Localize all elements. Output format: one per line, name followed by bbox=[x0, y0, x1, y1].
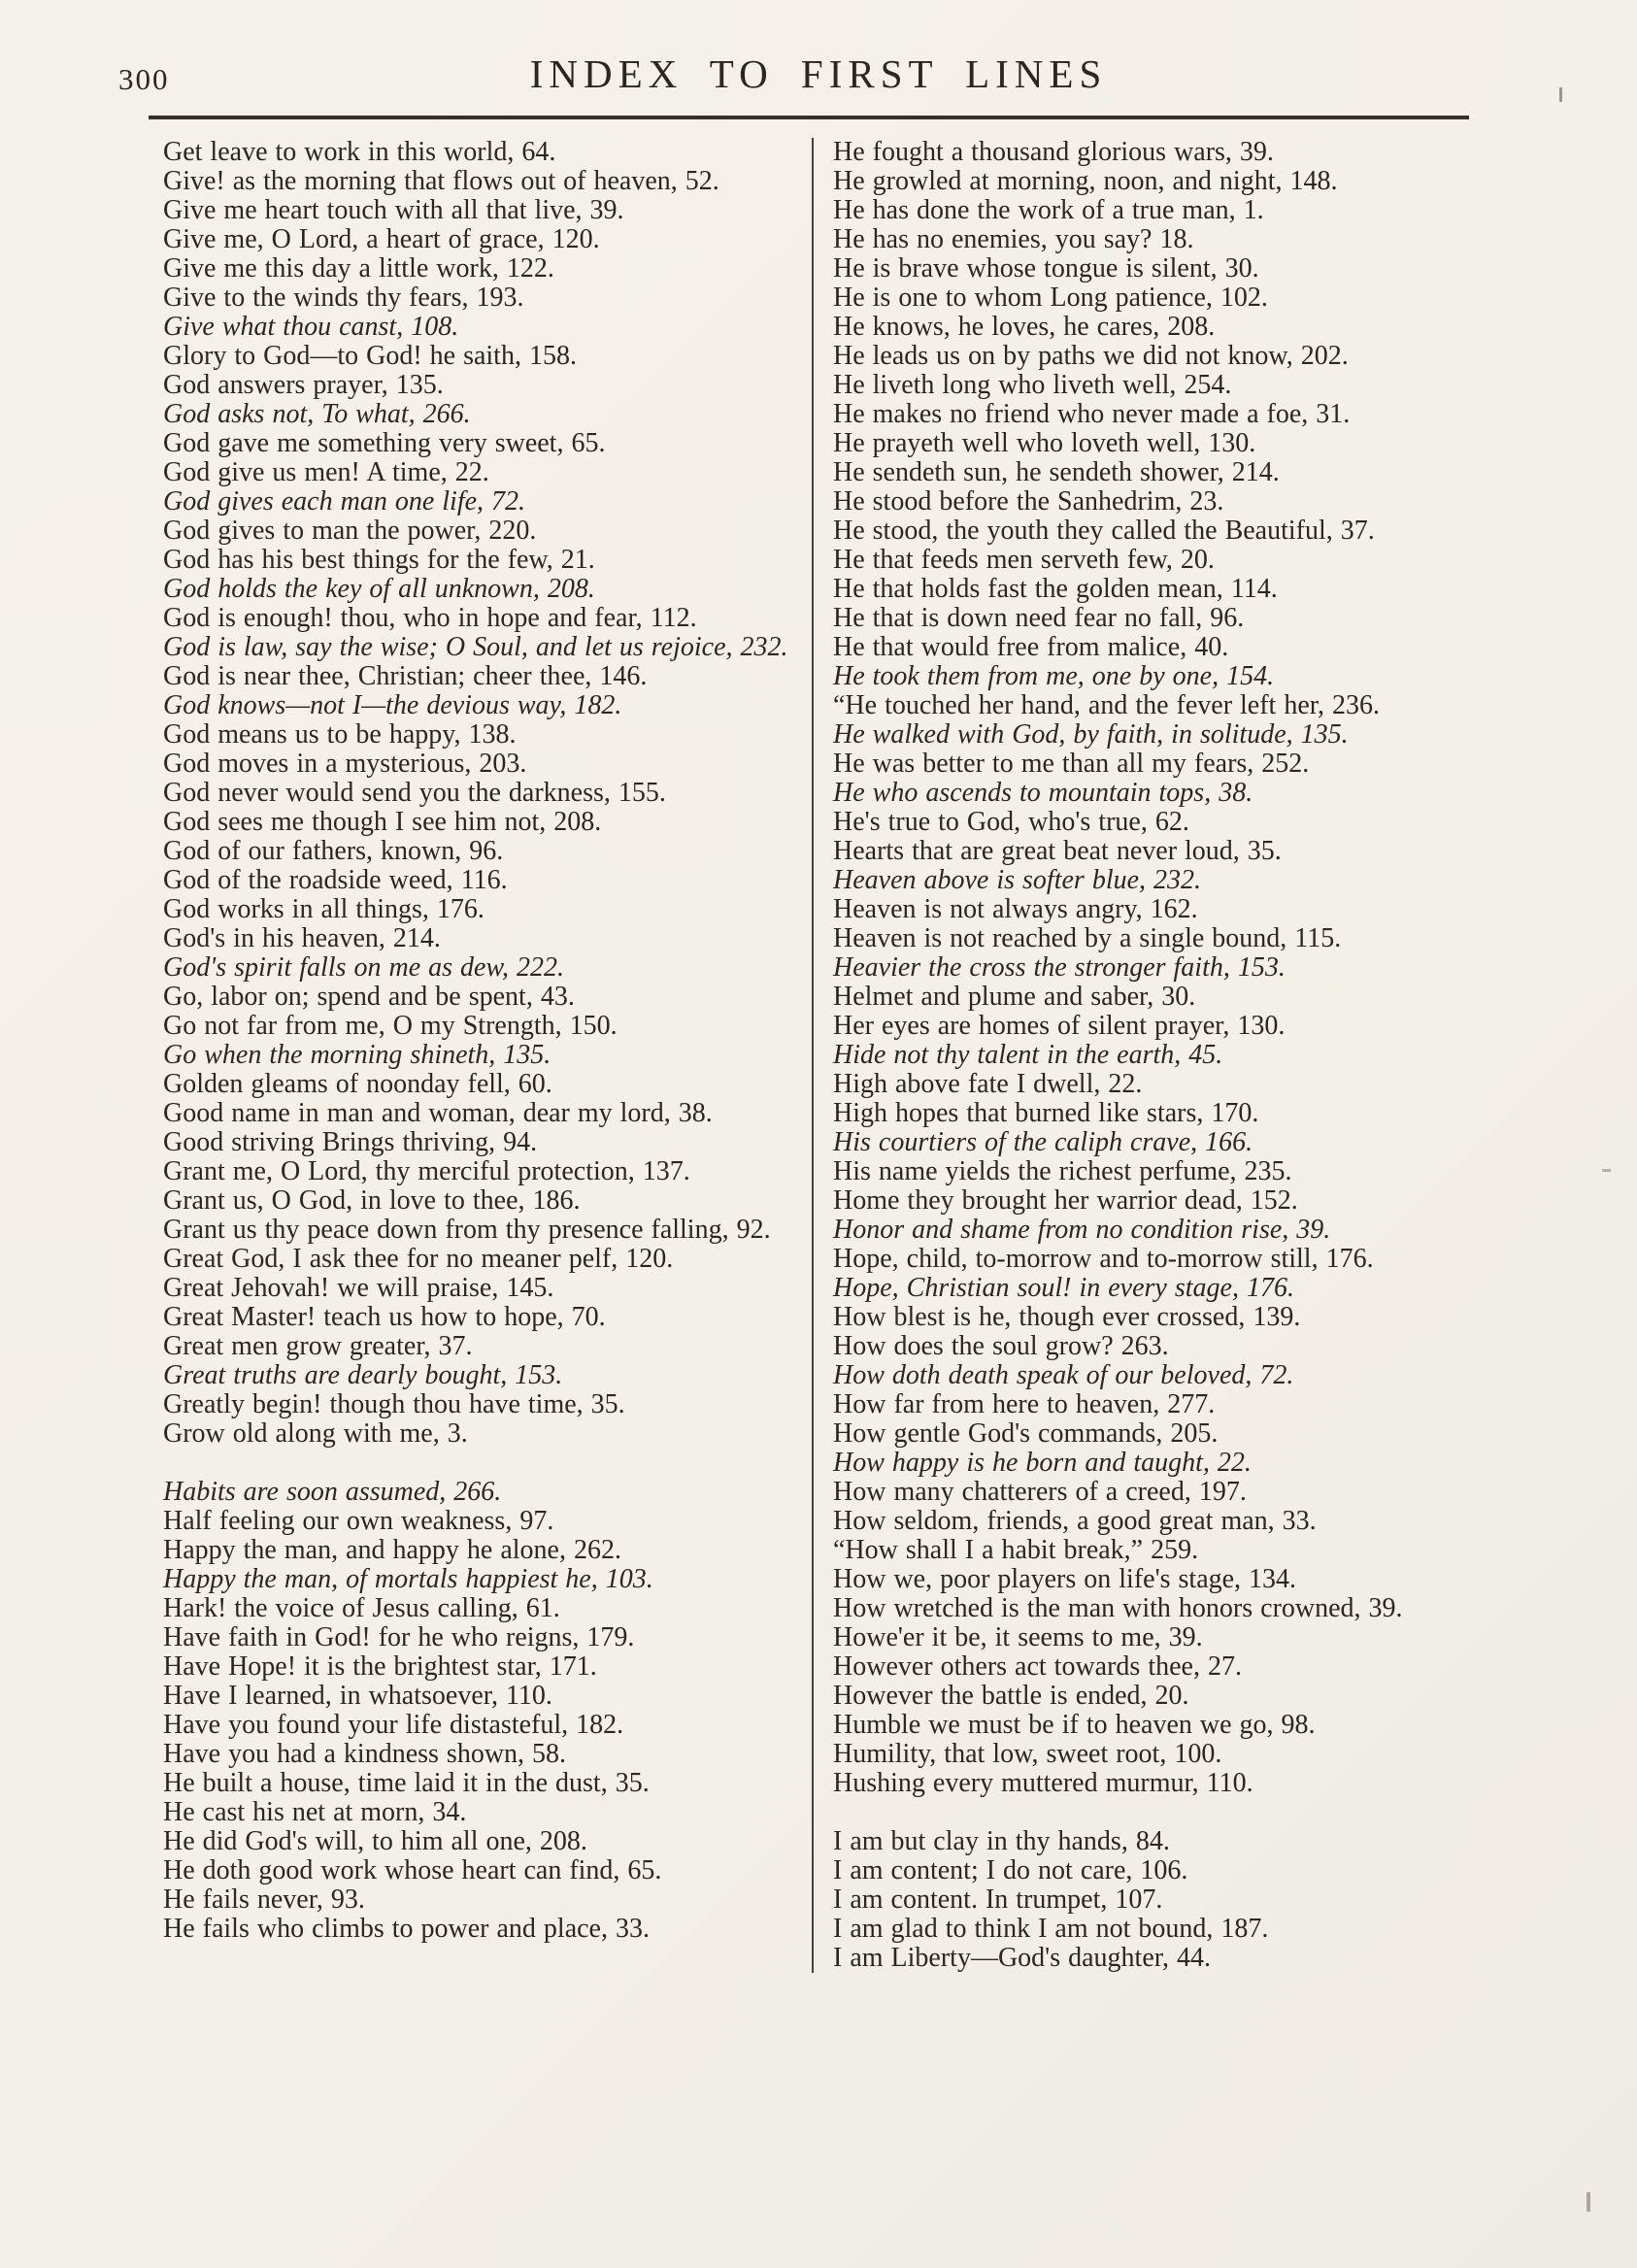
index-entry: God of the roadside weed, 116. bbox=[163, 865, 508, 895]
index-entry: Great truths are dearly bought, 153. bbox=[163, 1360, 563, 1390]
index-entry: Happy the man, of mortals happiest he, 103. bbox=[163, 1564, 653, 1594]
index-entry: God is near thee, Christian; cheer thee, 146. bbox=[163, 661, 648, 691]
index-entry: Have I learned, in whatsoever, 110. bbox=[163, 1681, 552, 1711]
index-entry: Give! as the morning that flows out of heaven, 52. bbox=[163, 166, 719, 196]
index-entry: Good striving Brings thriving, 94. bbox=[163, 1127, 538, 1157]
index-entry: He walked with God, by faith, in solitude, 135. bbox=[833, 719, 1349, 750]
index-entry: He knows, he loves, he cares, 208. bbox=[833, 312, 1216, 342]
index-entry: Heavier the cross the stronger faith, 153. bbox=[833, 952, 1286, 983]
index-entry: Go, labor on; spend and be spent, 43. bbox=[163, 982, 575, 1012]
page-title: INDEX TO FIRST LINES bbox=[529, 51, 1108, 96]
index-entry: God gives to man the power, 220. bbox=[163, 516, 537, 546]
index-entry: Heaven is not reached by a single bound, 115. bbox=[833, 923, 1342, 953]
page-number: 300 bbox=[118, 62, 170, 96]
index-entry: Have faith in God! for he who reigns, 179. bbox=[163, 1622, 635, 1652]
index-entry: Hope, Christian soul! in every stage, 176. bbox=[833, 1273, 1294, 1303]
index-entry: He was better to me than all my fears, 252. bbox=[833, 749, 1310, 779]
index-entry: Half feeling our own weakness, 97. bbox=[163, 1506, 554, 1536]
index-entry: He fails who climbs to power and place, 33. bbox=[163, 1914, 650, 1944]
index-entry: He is one to whom Long patience, 102. bbox=[833, 283, 1268, 313]
index-entry: Great Master! teach us how to hope, 70. bbox=[163, 1302, 606, 1332]
index-entry: How doth death speak of our beloved, 72. bbox=[833, 1360, 1294, 1390]
index-entry: God is law, say the wise; O Soul, and let us rejoice, 232. bbox=[163, 632, 788, 662]
index-entry: God means us to be happy, 138. bbox=[163, 719, 517, 750]
index-entry: He's true to God, who's true, 62. bbox=[833, 807, 1189, 837]
index-entry: He growled at morning, noon, and night, 148. bbox=[833, 166, 1338, 196]
index-entry: Grow old along with me, 3. bbox=[163, 1418, 468, 1449]
index-entry: Grant us thy peace down from thy presence falling, 92. bbox=[163, 1215, 771, 1245]
index-entry: Give me this day a little work, 122. bbox=[163, 253, 554, 284]
scan-artifact bbox=[1602, 1169, 1611, 1172]
index-entry: Have you had a kindness shown, 58. bbox=[163, 1739, 567, 1769]
index-entry: He did God's will, to him all one, 208. bbox=[163, 1826, 587, 1856]
index-entry: God holds the key of all unknown, 208. bbox=[163, 574, 595, 604]
index-entry: God knows—not I—the devious way, 182. bbox=[163, 690, 622, 720]
index-entry: I am Liberty—God's daughter, 44. bbox=[833, 1943, 1211, 1973]
index-entry: How does the soul grow? 263. bbox=[833, 1331, 1169, 1361]
index-entry: How blest is he, though ever crossed, 139. bbox=[833, 1302, 1301, 1332]
index-entry: He that feeds men serveth few, 20. bbox=[833, 545, 1215, 575]
index-entry: I am glad to think I am not bound, 187. bbox=[833, 1914, 1269, 1944]
index-entry: Give me, O Lord, a heart of grace, 120. bbox=[163, 224, 600, 254]
index-entry: However others act towards thee, 27. bbox=[833, 1651, 1242, 1682]
index-entry: God works in all things, 176. bbox=[163, 894, 484, 924]
index-entry: He liveth long who liveth well, 254. bbox=[833, 370, 1232, 400]
index-entry: He stood, the youth they called the Beautiful, 37. bbox=[833, 516, 1375, 546]
index-entry: How we, poor players on life's stage, 134. bbox=[833, 1564, 1297, 1594]
index-entry: Great Jehovah! we will praise, 145. bbox=[163, 1273, 554, 1303]
index-entry: God's spirit falls on me as dew, 222. bbox=[163, 952, 565, 983]
index-entry: He has done the work of a true man, 1. bbox=[833, 195, 1264, 225]
index-entry: Grant me, O Lord, thy merciful protection, 137. bbox=[163, 1156, 690, 1186]
index-entry: Give to the winds thy fears, 193. bbox=[163, 283, 524, 313]
index-entry: God's in his heaven, 214. bbox=[163, 923, 441, 953]
index-entry: His name yields the richest perfume, 235. bbox=[833, 1156, 1292, 1186]
scan-artifact bbox=[1587, 2192, 1590, 2212]
index-entry: He that is down need fear no fall, 96. bbox=[833, 603, 1245, 633]
index-entry: Great men grow greater, 37. bbox=[163, 1331, 473, 1361]
index-entry: How wretched is the man with honors crowned, 39. bbox=[833, 1593, 1403, 1623]
index-entry: Have Hope! it is the brightest star, 171. bbox=[163, 1651, 597, 1682]
index-entry: Her eyes are homes of silent prayer, 130. bbox=[833, 1011, 1286, 1041]
index-entry: He fails never, 93. bbox=[163, 1884, 365, 1915]
index-entry: Hide not thy talent in the earth, 45. bbox=[833, 1040, 1223, 1070]
index-entry: How many chatterers of a creed, 197. bbox=[833, 1477, 1247, 1507]
index-entry: Habits are soon assumed, 266. bbox=[163, 1477, 502, 1507]
index-entry: Howe'er it be, it seems to me, 39. bbox=[833, 1622, 1203, 1652]
index-entry: How happy is he born and taught, 22. bbox=[833, 1448, 1252, 1478]
index-entry: He cast his net at morn, 34. bbox=[163, 1797, 467, 1827]
index-entry: Hark! the voice of Jesus calling, 61. bbox=[163, 1593, 560, 1623]
index-entry: High above fate I dwell, 22. bbox=[833, 1069, 1143, 1099]
entry-group bbox=[833, 1827, 1462, 1973]
index-entry: God never would send you the darkness, 155. bbox=[163, 778, 666, 808]
index-entry: Heaven above is softer blue, 232. bbox=[833, 865, 1202, 895]
index-entry: Humility, that low, sweet root, 100. bbox=[833, 1739, 1222, 1769]
index-entry: He took them from me, one by one, 154. bbox=[833, 661, 1275, 691]
index-entry: Hope, child, to-morrow and to-morrow still, 176. bbox=[833, 1244, 1374, 1274]
index-entry: I am but clay in thy hands, 84. bbox=[833, 1826, 1170, 1856]
index-entry: He prayeth well who loveth well, 130. bbox=[833, 428, 1256, 458]
index-entry: How far from here to heaven, 277. bbox=[833, 1389, 1216, 1419]
index-entry: Honor and shame from no condition rise, 39. bbox=[833, 1215, 1331, 1245]
index-entry: However the battle is ended, 20. bbox=[833, 1681, 1189, 1711]
index-entry: He stood before the Sanhedrim, 23. bbox=[833, 486, 1224, 517]
index-entry: He who ascends to mountain tops, 38. bbox=[833, 778, 1253, 808]
index-entry: God moves in a mysterious, 203. bbox=[163, 749, 527, 779]
index-entry: Have you found your life distasteful, 182. bbox=[163, 1710, 624, 1740]
index-entry: God sees me though I see him not, 208. bbox=[163, 807, 602, 837]
index-entry: God asks not, To what, 266. bbox=[163, 399, 471, 429]
index-entry: Great God, I ask thee for no meaner pelf, 120. bbox=[163, 1244, 674, 1274]
index-entry: Helmet and plume and saber, 30. bbox=[833, 982, 1196, 1012]
index-entry: God has his best things for the few, 21. bbox=[163, 545, 595, 575]
index-entry: He doth good work whose heart can find, 65. bbox=[163, 1855, 662, 1885]
index-entry: “How shall I a habit break,” 259. bbox=[833, 1535, 1199, 1565]
index-entry: His courtiers of the caliph crave, 166. bbox=[833, 1127, 1253, 1157]
index-entry: Golden gleams of noonday fell, 60. bbox=[163, 1069, 552, 1099]
index-entry: He leads us on by paths we did not know, 202. bbox=[833, 341, 1349, 371]
index-entry: “He touched her hand, and the fever left her, 236. bbox=[833, 690, 1380, 720]
index-entry: He fought a thousand glorious wars, 39. bbox=[833, 137, 1274, 167]
index-entry: Good name in man and woman, dear my lord, 38. bbox=[163, 1098, 713, 1128]
index-entry: God answers prayer, 135. bbox=[163, 370, 444, 400]
index-entry: How seldom, friends, a good great man, 33. bbox=[833, 1506, 1317, 1536]
index-entry: Hearts that are great beat never loud, 35. bbox=[833, 836, 1282, 866]
index-entry: Get leave to work in this world, 64. bbox=[163, 137, 556, 167]
index-entry: He that holds fast the golden mean, 114. bbox=[833, 574, 1278, 604]
right-column bbox=[833, 138, 1462, 1973]
index-entry: High hopes that burned like stars, 170. bbox=[833, 1098, 1259, 1128]
index-entry: Happy the man, and happy he alone, 262. bbox=[163, 1535, 621, 1565]
index-entry: Home they brought her warrior dead, 152. bbox=[833, 1185, 1298, 1216]
index-entry: I am content. In trumpet, 107. bbox=[833, 1884, 1163, 1915]
index-entry: How gentle God's commands, 205. bbox=[833, 1418, 1219, 1449]
scan-artifact bbox=[1559, 87, 1562, 102]
entry-group bbox=[163, 1478, 792, 1944]
index-entry: Heaven is not always angry, 162. bbox=[833, 894, 1198, 924]
index-entry: He is brave whose tongue is silent, 30. bbox=[833, 253, 1259, 284]
index-entry: God gave me something very sweet, 65. bbox=[163, 428, 606, 458]
index-entry: He built a house, time laid it in the dust, 35. bbox=[163, 1768, 650, 1798]
index-entry: He that would free from malice, 40. bbox=[833, 632, 1229, 662]
index-entry: I am content; I do not care, 106. bbox=[833, 1855, 1188, 1885]
index-columns bbox=[163, 138, 1462, 1973]
entry-group bbox=[833, 138, 1462, 1798]
index-entry: He has no enemies, you say? 18. bbox=[833, 224, 1194, 254]
index-entry: He makes no friend who never made a foe, 31. bbox=[833, 399, 1351, 429]
column-divider bbox=[812, 138, 814, 1973]
index-entry: God gives each man one life, 72. bbox=[163, 486, 526, 517]
index-entry: Glory to God—to God! he saith, 158. bbox=[163, 341, 577, 371]
index-entry: Humble we must be if to heaven we go, 98. bbox=[833, 1710, 1316, 1740]
index-entry: Hushing every muttered murmur, 110. bbox=[833, 1768, 1253, 1798]
header-rule bbox=[149, 116, 1469, 119]
entry-group bbox=[163, 138, 792, 1449]
index-entry: He sendeth sun, he sendeth shower, 214. bbox=[833, 457, 1280, 487]
index-entry: Grant us, O God, in love to thee, 186. bbox=[163, 1185, 581, 1216]
index-entry: God give us men! A time, 22. bbox=[163, 457, 489, 487]
index-entry: Give what thou canst, 108. bbox=[163, 312, 459, 342]
index-entry: Go when the morning shineth, 135. bbox=[163, 1040, 551, 1070]
index-entry: God of our fathers, known, 96. bbox=[163, 836, 504, 866]
index-entry: Give me heart touch with all that live, 39. bbox=[163, 195, 624, 225]
index-entry: Go not far from me, O my Strength, 150. bbox=[163, 1011, 618, 1041]
index-entry: Greatly begin! though thou have time, 35. bbox=[163, 1389, 625, 1419]
index-entry: God is enough! thou, who in hope and fear, 112. bbox=[163, 603, 697, 633]
left-column bbox=[163, 138, 792, 1973]
